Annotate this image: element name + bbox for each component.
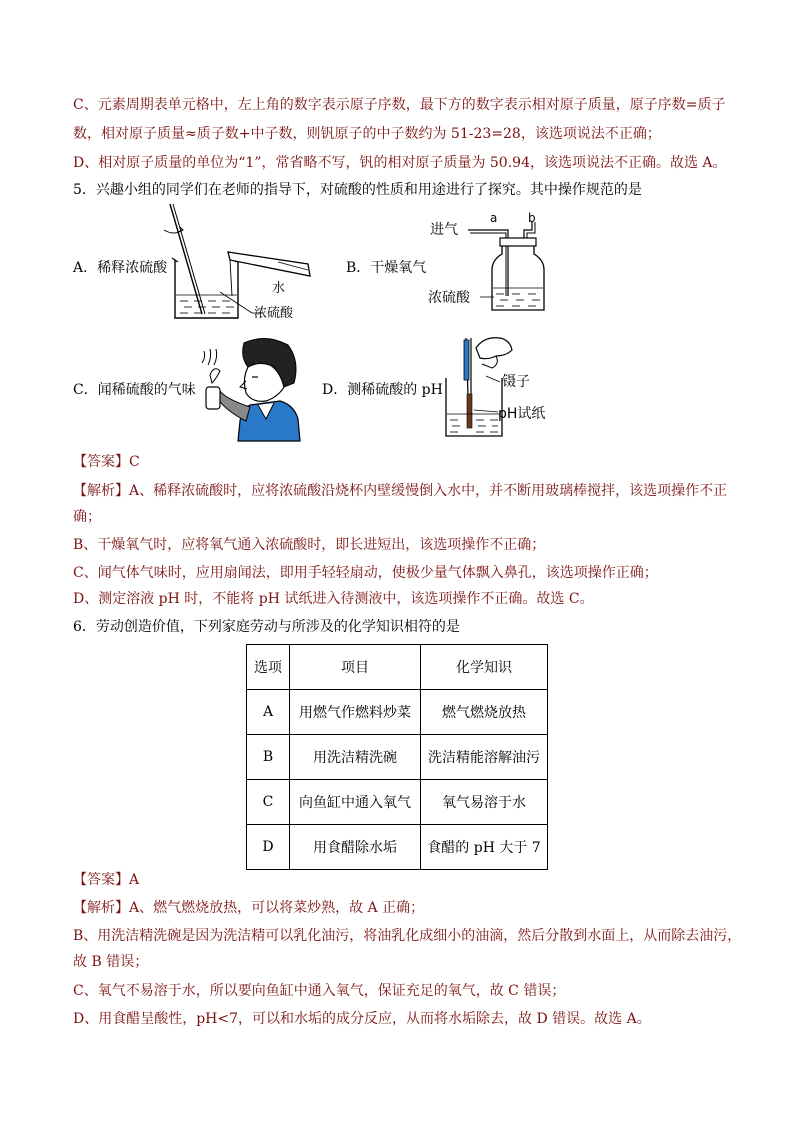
q6-analysis-d: D、用食醋呈酸性，pH<7，可以和水垢的成分反应，从而将水垢除去，故 D 错误。故选 A。: [73, 1011, 651, 1027]
table-cell: 燃气燃烧放热: [421, 690, 548, 735]
smell-acid-figure: [196, 335, 302, 445]
label-a: a: [490, 211, 498, 225]
q6-table: [246, 644, 548, 870]
table-cell: A: [247, 690, 290, 735]
label-concentrated-acid-a: 浓硫酸: [254, 306, 294, 321]
q5-analysis-d: D、测定溶液 pH 时，不能将 pH 试纸进入待测液中，该选项操作不正确。故选 C。: [73, 591, 594, 607]
q5-analysis-b: B、干燥氧气时，应将氧气通入浓硫酸时，即长进短出，该选项操作不正确；: [73, 537, 546, 553]
q6-analysis-c: C、氧气不易溶于水，所以要向鱼缸中通入氧气，保证充足的氧气，故 C 错误；: [73, 983, 566, 999]
q5-answer: 【答案】C: [73, 454, 140, 470]
table-cell: 向鱼缸中通入氧气: [290, 780, 421, 825]
dilute-acid-figure: [160, 200, 325, 325]
q5-stem: 5．兴趣小组的同学们在老师的指导下，对硫酸的性质和用途进行了探究。其中操作规范的是: [73, 182, 642, 198]
label-tweezers: 镊子: [502, 374, 530, 390]
q5-option-d-label: D．测稀硫酸的 pH: [322, 382, 443, 398]
table-row: [247, 735, 548, 780]
q6-answer: 【答案】A: [73, 872, 140, 888]
q6-analysis-a: 【解析】A、燃气燃烧放热，可以将菜炒熟，故 A 正确；: [73, 900, 425, 916]
table-header-cell: 选项: [247, 645, 290, 690]
table-row: [247, 690, 548, 735]
q4-analysis-d: D、相对原子质量的单位为“1”，常省略不写，钒的相对原子质量为 50.94，该选项说法不正确。故选 A。: [73, 155, 727, 171]
q6-stem: 6．劳动创造价值，下列家庭劳动与所涉及的化学知识相符的是: [73, 619, 460, 635]
q4-analysis-c-line2: 数，相对原子质量≈质子数+中子数，则钒原子的中子数约为 51-23=28，该选项说法不正确；: [73, 126, 661, 142]
q6-analysis-b-line1: B、用洗洁精洗碗是因为洗洁精可以乳化油污，将油乳化成细小的油滴，然后分散到水面上，从而除去油污，: [73, 928, 742, 944]
table-cell: 用燃气作燃料炒菜: [290, 690, 421, 735]
q4-analysis-c-line1: C、元素周期表单元格中，左上角的数字表示原子序数，最下方的数字表示相对原子质量，原子序数=质子: [73, 97, 726, 113]
q5-analysis-a-line2: 确；: [73, 509, 101, 525]
table-row: [247, 825, 548, 870]
label-ph-paper: pH试纸: [498, 406, 546, 422]
table-cell: 食醋的 pH 大于 7: [421, 825, 548, 870]
label-gas-in: 进气: [430, 222, 458, 238]
q5-option-a-label: A．稀释浓硫酸: [73, 260, 168, 276]
ph-test-figure: [440, 334, 550, 439]
table-header-cell: 化学知识: [421, 645, 548, 690]
table-cell: 用洗洁精洗碗: [290, 735, 421, 780]
q5-option-b-label: B．干燥氧气: [346, 260, 427, 276]
table-header-row: [247, 645, 548, 690]
dry-oxygen-figure: [426, 208, 556, 318]
table-header-cell: 项目: [290, 645, 421, 690]
table-cell: 氧气易溶于水: [421, 780, 548, 825]
table-cell: D: [247, 825, 290, 870]
table-cell: 洗洁精能溶解油污: [421, 735, 548, 780]
q5-analysis-a-line1: 【解析】A、稀释浓硫酸时，应将浓硫酸沿烧杯内壁缓慢倒入水中，并不断用玻璃棒搅拌，该选项操作不正: [73, 483, 728, 499]
table-cell: B: [247, 735, 290, 780]
label-b: b: [528, 211, 536, 225]
table-cell: 用食醋除水垢: [290, 825, 421, 870]
label-concentrated-acid-b: 浓硫酸: [428, 290, 470, 306]
q5-analysis-c: C、闻气体气味时，应用扇闻法，即用手轻轻扇动，使极少量气体飘入鼻孔，该选项操作正确；: [73, 565, 658, 581]
table-cell: C: [247, 780, 290, 825]
table-row: [247, 780, 548, 825]
q6-analysis-b-line2: 故 B 错误；: [73, 954, 149, 970]
label-water: 水: [272, 281, 286, 296]
q5-option-c-label: C．闻稀硫酸的气味: [73, 382, 196, 398]
